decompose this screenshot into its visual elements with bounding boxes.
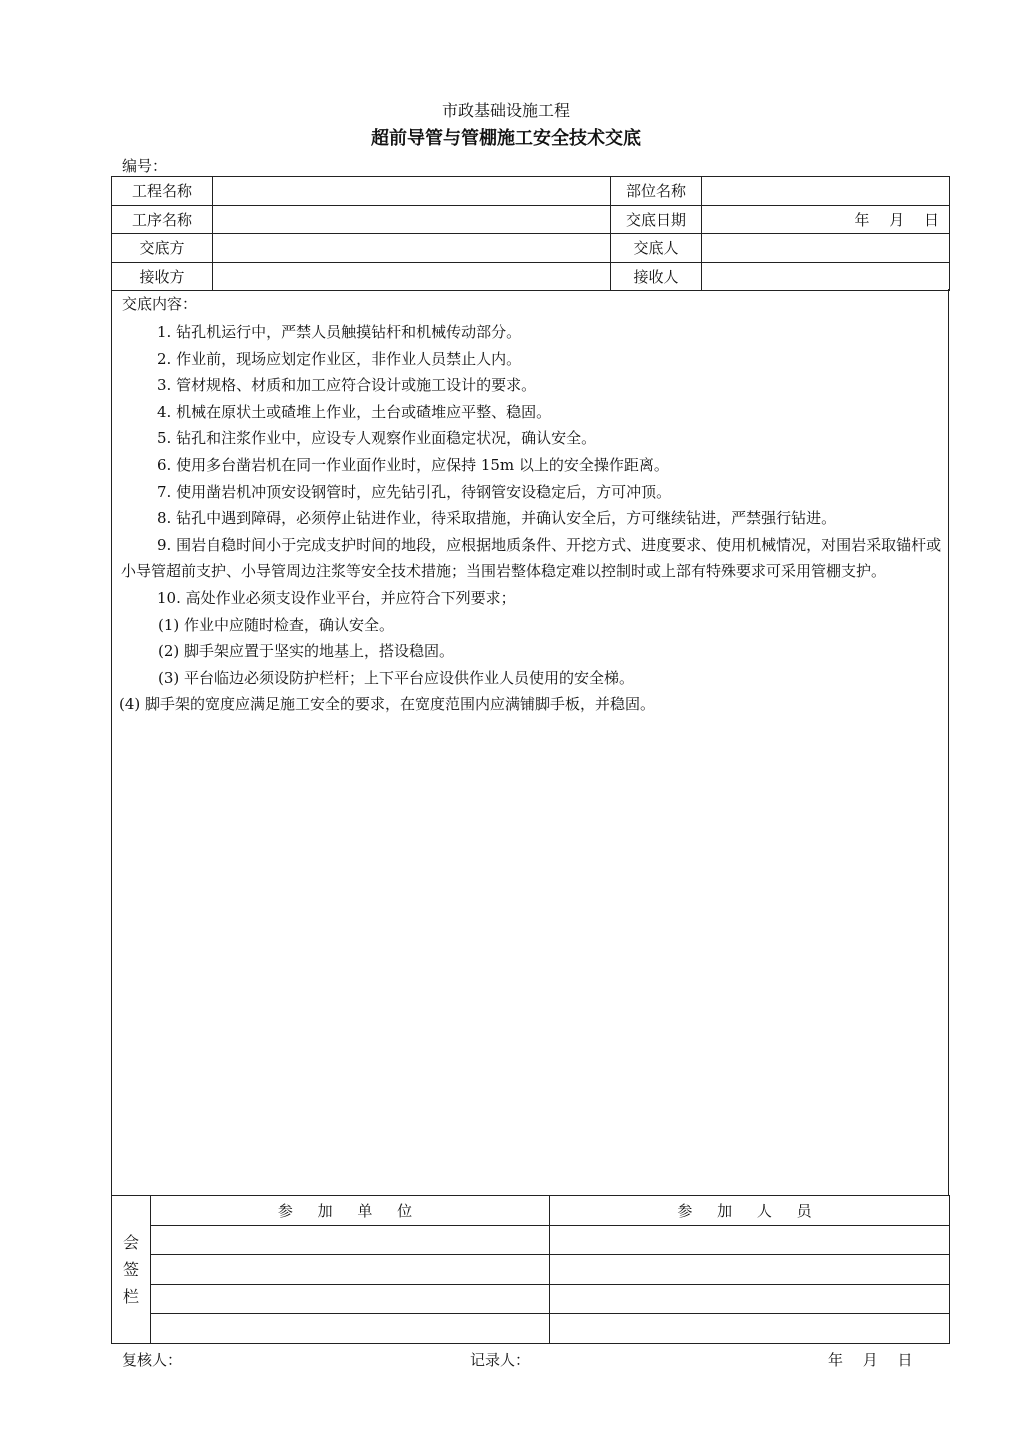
list-item: 6. 使用多台凿岩机在同一作业面作业时，应保持 15m 以上的安全操作距离。: [157, 455, 669, 474]
unit-header: 参 加 单 位: [151, 1196, 550, 1226]
table-row: [112, 1225, 950, 1255]
document-subtitle: 市政基础设施工程: [441, 101, 570, 120]
list-item: (1) 作业中应随时检查，确认安全。: [158, 615, 395, 634]
table-row: [112, 262, 950, 291]
sign-label-char: 签: [122, 1259, 139, 1279]
receiver-field[interactable]: [213, 262, 611, 291]
list-item: 2. 作业前，现场应划定作业区，非作业人员禁止人内。: [157, 349, 522, 368]
table-row: [112, 205, 950, 234]
unit-field[interactable]: [151, 1314, 550, 1344]
receiver-person-label: 接收人: [611, 262, 702, 291]
content-body: [121, 319, 943, 718]
signature-table: [111, 1195, 950, 1344]
issuer-field[interactable]: [213, 234, 611, 263]
unit-field[interactable]: [151, 1225, 550, 1255]
table-row: [112, 1314, 950, 1344]
content-section: [111, 289, 949, 1196]
issuer-person-field[interactable]: [702, 234, 950, 263]
content-label: 交底内容：: [122, 295, 198, 313]
document-number-label: 编号：: [122, 157, 168, 175]
date-field[interactable]: 年 月 日: [702, 205, 950, 234]
unit-field[interactable]: [151, 1255, 550, 1285]
table-row: [112, 1255, 950, 1285]
person-field[interactable]: [550, 1225, 950, 1255]
date-label: 交底日期: [611, 205, 702, 234]
list-item: 3. 管材规格、材质和加工应符合设计或施工设计的要求。: [157, 376, 537, 395]
sign-label-char: 会: [122, 1232, 139, 1252]
footer-date: 年 月 日: [828, 1351, 913, 1369]
list-item: (2) 脚手架应置于坚实的地基上，搭设稳固。: [158, 642, 455, 661]
table-row: [112, 1196, 950, 1226]
table-row: [112, 234, 950, 263]
receiver-person-field[interactable]: [702, 262, 950, 291]
list-item: 9. 围岩自稳时间小于完成支护时间的地段，应根据地质条件、开挖方式、进度要求、使用机械情况，对围岩采取锚杆或小导管超前支护、小导管周边注浆等安全技术措施；当围岩整体稳定难以控制时或上部有特殊要求可采用管棚支护。: [121, 535, 942, 581]
sign-label-char: 栏: [122, 1286, 139, 1306]
project-name-label: 工程名称: [112, 177, 213, 206]
list-item: 10. 高处作业必须支设作业平台，并应符合下列要求；: [157, 588, 516, 607]
list-item: 1. 钻孔机运行中，严禁人员触摸钻杆和机械传动部分。: [157, 323, 522, 341]
process-name-field[interactable]: [213, 205, 611, 234]
person-field[interactable]: [550, 1284, 950, 1314]
unit-field[interactable]: [151, 1284, 550, 1314]
part-name-label: 部位名称: [611, 177, 702, 206]
person-header: 参 加 人 员: [550, 1196, 950, 1226]
sign-column-label: [112, 1196, 151, 1344]
list-item: 4. 机械在原状土或碴堆上作业，土台或碴堆应平整、稳固。: [157, 402, 552, 421]
list-item: 7. 使用凿岩机冲顶安设钢管时，应先钻引孔，待钢管安设稳定后，方可冲顶。: [157, 482, 672, 501]
person-field[interactable]: [550, 1255, 950, 1285]
recorder-label: 记录人：: [470, 1351, 531, 1369]
table-row: [112, 177, 950, 206]
process-name-label: 工序名称: [112, 205, 213, 234]
part-name-field[interactable]: [702, 177, 950, 206]
list-item: 8. 钻孔中遇到障碍，必须停止钻进作业，待采取措施，并确认安全后，方可继续钻进，严禁强行钻进。: [157, 509, 837, 528]
issuer-label: 交底方: [112, 234, 213, 263]
list-item: (4) 脚手架的宽度应满足施工安全的要求，在宽度范围内应满铺脚手板，并稳固。: [119, 695, 656, 714]
list-item: (3) 平台临边必须设防护栏杆；上下平台应设供作业人员使用的安全梯。: [158, 668, 635, 687]
reviewer-label: 复核人：: [122, 1351, 183, 1369]
project-name-field[interactable]: [213, 177, 611, 206]
table-row: [112, 1284, 950, 1314]
issuer-person-label: 交底人: [611, 234, 702, 263]
list-item: 5. 钻孔和注浆作业中，应设专人观察作业面稳定状况，确认安全。: [157, 429, 597, 448]
info-table: [111, 176, 950, 291]
receiver-label: 接收方: [112, 262, 213, 291]
person-field[interactable]: [550, 1314, 950, 1344]
document-title: 超前导管与管棚施工安全技术交底: [371, 128, 641, 149]
